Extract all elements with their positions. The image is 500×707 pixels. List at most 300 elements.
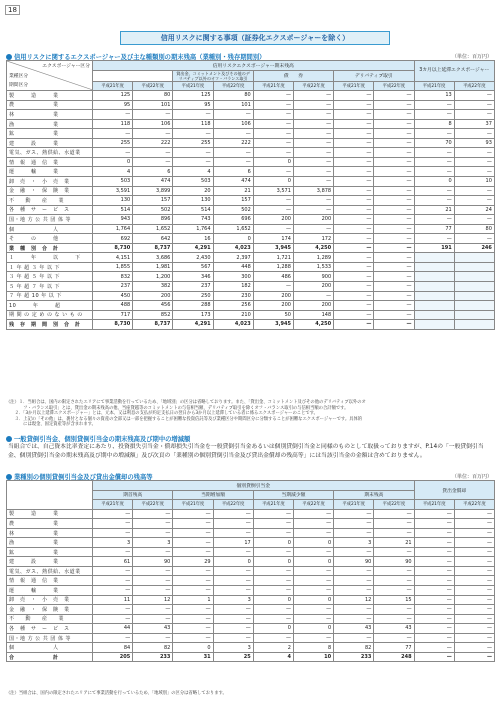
table-cell: —	[213, 110, 253, 120]
row-label: ７ 年 超 10 年 以 下	[7, 291, 93, 301]
table-cell: —	[93, 586, 133, 596]
page-banner-title: 信用リスクに関する事項（証券化エクスポージャーを除く）	[120, 31, 390, 45]
table-cell: —	[374, 177, 414, 187]
row-label: 電気、ガス、熱供給、水道業	[7, 148, 93, 158]
table-row	[7, 528, 495, 538]
table-cell: —	[374, 547, 414, 557]
table-row	[7, 234, 495, 244]
table-row	[7, 509, 495, 519]
table-cell: —	[374, 138, 414, 148]
table-cell: —	[173, 614, 213, 624]
table-cell: —	[213, 148, 253, 158]
table-cell: 248	[374, 652, 414, 662]
table-cell: —	[334, 566, 374, 576]
header-loans: 貸出金、コミットメント及びその他のデリバティブ以外のオフ・バランス取引	[173, 70, 253, 81]
table-cell: 205	[93, 652, 133, 662]
note-line: ２．「3か月以上延滞エクスポージャー」とは、元本、又は利息の支払が約定支払日の翌日から3か月以上延滞している者に係るエクスポージャーのことです。	[6, 411, 318, 417]
row-label: 運 輸 業	[7, 586, 93, 596]
table-cell: —	[133, 509, 173, 519]
section2-heading-text: 一般貸倒引当金、個別貸倒引当金の期末残高及び期中の増減額	[14, 436, 191, 443]
table-cell: 101	[133, 100, 173, 110]
table-row	[7, 119, 495, 129]
table-cell: 90	[374, 557, 414, 567]
table-cell: 200	[133, 291, 173, 301]
table-cell: 8,737	[133, 320, 173, 330]
table-cell: 148	[293, 310, 333, 320]
table-cell: 8	[293, 643, 333, 653]
table-cell: 1,721	[253, 253, 293, 263]
table-cell: —	[293, 509, 333, 519]
table-row	[7, 272, 495, 282]
table-cell: —	[213, 528, 253, 538]
table-cell: —	[454, 643, 494, 653]
table-cell: 200	[293, 301, 333, 311]
table-cell: 3,899	[133, 186, 173, 196]
table-row	[7, 262, 495, 272]
table-cell: —	[253, 282, 293, 292]
row-label: 国・地 方 公 共 団 体 等	[7, 633, 93, 643]
table-cell: —	[173, 519, 213, 529]
table-cell: —	[334, 138, 374, 148]
table-cell: 237	[173, 282, 213, 292]
table-cell: —	[334, 129, 374, 139]
table-cell: —	[173, 633, 213, 643]
section3-note: （注）当組合は、国内の限定されたエリアにて事業活動を行っているため、「地域別」の区分は省略しております。	[6, 691, 227, 696]
row-label: 運 輸 業	[7, 167, 93, 177]
table-cell: 1,652	[133, 224, 173, 234]
bullet-icon	[6, 436, 12, 442]
table-cell: 474	[133, 177, 173, 187]
table-cell: —	[454, 215, 494, 225]
table-cell: —	[253, 91, 293, 101]
row-label: 製 造 業	[7, 509, 93, 519]
table-cell	[454, 253, 494, 263]
note-line: ３．上記の「その他」は、裏付となる個々の資産の全部又は一部を把握することが困難な投資信託等及び業種区分や期間区分に分類することが困難なエクスポージャーです。具体的	[6, 416, 363, 422]
row-label: 卸 売 ・ 小 売 業	[7, 595, 93, 605]
header-overdue: 3カ月以上延滞エクスポージャー	[414, 61, 494, 82]
table-row	[7, 605, 495, 615]
table-cell: —	[293, 633, 333, 643]
table-row	[7, 91, 495, 101]
table-cell: 1,855	[93, 262, 133, 272]
table-cell: —	[293, 566, 333, 576]
table-cell: —	[374, 291, 414, 301]
table-cell: —	[173, 566, 213, 576]
table-cell: 17	[213, 538, 253, 548]
table-row	[7, 624, 495, 634]
table-cell: —	[334, 186, 374, 196]
table-cell: —	[293, 100, 333, 110]
table-cell: —	[374, 157, 414, 167]
table-cell: 943	[93, 215, 133, 225]
corner-period-label: 期間区分	[9, 83, 29, 88]
exposure-table	[6, 60, 495, 330]
table-cell: 0	[253, 624, 293, 634]
row-label: 林 業	[7, 110, 93, 120]
header-increase: 当期増加額	[173, 490, 253, 500]
table-cell	[414, 253, 454, 263]
table-cell: 448	[213, 262, 253, 272]
table-row	[7, 205, 495, 215]
table-cell: 1,764	[93, 224, 133, 234]
table-cell	[414, 301, 454, 311]
row-label: 各 種 サ ー ビ ス	[7, 205, 93, 215]
year-header: 平成22年度	[374, 500, 414, 510]
table-cell: 456	[133, 301, 173, 311]
table-cell: —	[374, 224, 414, 234]
table-cell: 20	[173, 186, 213, 196]
table-cell: —	[374, 100, 414, 110]
corner-industry-label: 業種区分	[9, 74, 29, 79]
table-cell: 6	[213, 167, 253, 177]
table-cell: 0	[253, 595, 293, 605]
table-cell: 80	[454, 224, 494, 234]
row-label: 不 動 産 業	[7, 196, 93, 206]
table-row	[7, 643, 495, 653]
table-cell: —	[374, 528, 414, 538]
table-row	[7, 157, 495, 167]
table-cell: 256	[213, 301, 253, 311]
table-row	[7, 595, 495, 605]
table-cell: —	[293, 614, 333, 624]
table-cell: —	[414, 624, 454, 634]
table-cell: —	[334, 110, 374, 120]
table-cell: 717	[93, 310, 133, 320]
table-row	[7, 243, 495, 253]
table-cell: 80	[133, 91, 173, 101]
table-cell: —	[173, 605, 213, 615]
allowance-corner	[7, 481, 93, 510]
table-cell: —	[133, 586, 173, 596]
table-cell: 43	[133, 624, 173, 634]
table-cell: —	[414, 129, 454, 139]
table-cell: 230	[213, 291, 253, 301]
table-cell: —	[93, 605, 133, 615]
table-cell: —	[334, 605, 374, 615]
row-label: 鉱 業	[7, 547, 93, 557]
table-cell: —	[253, 224, 293, 234]
table-cell: —	[374, 320, 414, 330]
row-label: １ 年 超 ３ 年 以 下	[7, 262, 93, 272]
table-cell	[414, 310, 454, 320]
table-cell: —	[374, 509, 414, 519]
table-cell: —	[454, 586, 494, 596]
table-cell: —	[414, 186, 454, 196]
row-label: 情 報 通 信 業	[7, 157, 93, 167]
table-cell: 125	[93, 91, 133, 101]
table-cell: 12	[133, 595, 173, 605]
table-cell: 43	[374, 624, 414, 634]
table-cell: 82	[334, 643, 374, 653]
table-cell	[454, 272, 494, 282]
table-cell: —	[334, 272, 374, 282]
table-cell: 503	[93, 177, 133, 187]
table-row	[7, 138, 495, 148]
table-cell	[414, 262, 454, 272]
table-cell: 502	[133, 205, 173, 215]
table-cell: —	[293, 129, 333, 139]
page-number: 18	[5, 5, 20, 15]
table-cell: —	[374, 215, 414, 225]
table-cell: —	[414, 538, 454, 548]
table-cell: —	[414, 234, 454, 244]
year-header: 平成22年度	[213, 81, 253, 91]
table-cell: —	[334, 243, 374, 253]
table-cell: —	[293, 224, 333, 234]
table-cell: —	[414, 547, 454, 557]
table-cell: 77	[374, 643, 414, 653]
table-cell: —	[293, 148, 333, 158]
table-cell: 50	[253, 310, 293, 320]
table-cell: —	[93, 110, 133, 120]
table-cell: —	[374, 576, 414, 586]
table-cell: 8,730	[93, 243, 133, 253]
table-cell: —	[454, 652, 494, 662]
table-cell: 3,686	[133, 253, 173, 263]
table-row	[7, 652, 495, 662]
table-cell: 692	[93, 234, 133, 244]
year-header: 平成22年度	[133, 500, 173, 510]
year-header: 平成22年度	[293, 500, 333, 510]
table-cell: —	[334, 148, 374, 158]
table-cell: —	[414, 528, 454, 538]
table-cell	[454, 262, 494, 272]
table-row	[7, 576, 495, 586]
table-cell: —	[253, 129, 293, 139]
table-cell: 3	[93, 538, 133, 548]
table-cell: 12	[334, 595, 374, 605]
table-cell: 567	[173, 262, 213, 272]
table-row	[7, 215, 495, 225]
table-cell: 31	[173, 652, 213, 662]
table-cell: 6	[133, 167, 173, 177]
table-cell: 382	[133, 282, 173, 292]
table-cell: 80	[213, 91, 253, 101]
table-cell: —	[374, 129, 414, 139]
table-cell: 696	[213, 215, 253, 225]
table-cell: 191	[414, 243, 454, 253]
table-cell: —	[133, 110, 173, 120]
table-cell: —	[93, 633, 133, 643]
table-cell: —	[133, 633, 173, 643]
table-cell: 25	[213, 652, 253, 662]
table-cell: —	[374, 301, 414, 311]
table-cell: —	[374, 586, 414, 596]
table-cell: 93	[454, 138, 494, 148]
table-cell: —	[334, 224, 374, 234]
table-cell: —	[454, 576, 494, 586]
table-cell: 246	[454, 243, 494, 253]
table-cell: —	[414, 576, 454, 586]
year-header: 平成21年度	[93, 81, 133, 91]
table-cell: —	[253, 547, 293, 557]
table-cell: —	[374, 196, 414, 206]
table-cell: —	[173, 148, 213, 158]
table-cell: —	[414, 100, 454, 110]
table-cell: 3	[213, 643, 253, 653]
year-header: 平成22年度	[133, 81, 173, 91]
table-cell: —	[293, 119, 333, 129]
table-cell: —	[414, 643, 454, 653]
table-cell: —	[374, 186, 414, 196]
table-cell: —	[414, 595, 454, 605]
table-cell: —	[133, 528, 173, 538]
table-cell: 514	[173, 205, 213, 215]
year-header: 平成21年度	[253, 81, 293, 91]
bullet-icon	[6, 54, 12, 60]
table-cell: 4,291	[173, 243, 213, 253]
table-cell: 1,652	[213, 224, 253, 234]
table-cell: 1,533	[293, 262, 333, 272]
table-cell: —	[253, 509, 293, 519]
table-cell: —	[454, 110, 494, 120]
table-cell: —	[93, 566, 133, 576]
table-cell: 3	[334, 538, 374, 548]
table-cell: 15	[374, 595, 414, 605]
table-cell: —	[454, 557, 494, 567]
table-cell: —	[293, 605, 333, 615]
table-row	[7, 110, 495, 120]
table-cell: 77	[414, 224, 454, 234]
table-cell: 157	[213, 196, 253, 206]
table-cell: —	[374, 91, 414, 101]
table-cell	[414, 272, 454, 282]
table-cell: 1,764	[173, 224, 213, 234]
year-header: 平成22年度	[213, 500, 253, 510]
table-cell: 95	[173, 100, 213, 110]
table-cell: —	[334, 519, 374, 529]
row-label: 漁 業	[7, 119, 93, 129]
table-cell: 250	[173, 291, 213, 301]
table-cell: —	[414, 557, 454, 567]
table-cell: —	[374, 282, 414, 292]
table-cell: —	[414, 652, 454, 662]
table-cell: —	[334, 234, 374, 244]
table-cell: 4	[93, 167, 133, 177]
year-header: 平成22年度	[454, 500, 494, 510]
table-cell: 61	[93, 557, 133, 567]
table-cell: —	[93, 509, 133, 519]
table-cell: —	[293, 157, 333, 167]
table-cell: —	[213, 547, 253, 557]
table-cell: —	[133, 129, 173, 139]
table-cell: —	[173, 576, 213, 586]
table-cell: —	[454, 595, 494, 605]
table-cell: 21	[414, 205, 454, 215]
table-cell: —	[293, 586, 333, 596]
allowance-table	[6, 480, 495, 662]
table-cell: —	[414, 148, 454, 158]
section3-heading-text: 業種別の個別貸倒引当金及び貸出金償却の残高等	[14, 474, 153, 481]
table-cell: —	[334, 509, 374, 519]
table-cell	[414, 282, 454, 292]
table-row	[7, 547, 495, 557]
table-cell: 84	[93, 643, 133, 653]
table-cell: —	[374, 519, 414, 529]
table-cell: —	[133, 566, 173, 576]
table-cell: 118	[173, 119, 213, 129]
table-cell: 4	[253, 652, 293, 662]
table-cell: 16	[173, 234, 213, 244]
table-cell: 106	[213, 119, 253, 129]
table-row	[7, 282, 495, 292]
note-line: フ・バランス取引」とは、貸出金の期末残高の他、当座貸越等のコミットメントの与信相当額、デリバティブ取引を除くオフ・バランス取引の与信相当額の合計額です。	[6, 405, 349, 411]
table-cell: —	[133, 576, 173, 586]
table-cell: —	[253, 148, 293, 158]
table-cell: —	[213, 586, 253, 596]
section3-unit: （単位：百万円）	[451, 474, 492, 480]
table-cell: 90	[334, 557, 374, 567]
table-cell: 3,591	[93, 186, 133, 196]
table-cell: 200	[253, 215, 293, 225]
row-label: 合 計	[7, 652, 93, 662]
table-cell: —	[173, 129, 213, 139]
row-label: 林 業	[7, 528, 93, 538]
table-cell: 200	[253, 291, 293, 301]
table-cell: —	[173, 157, 213, 167]
table-cell: —	[93, 129, 133, 139]
table-cell: 0	[253, 557, 293, 567]
table-cell: 157	[133, 196, 173, 206]
row-label: そ の 他	[7, 234, 93, 244]
table-cell: —	[454, 129, 494, 139]
table-cell: 174	[253, 234, 293, 244]
table-cell: —	[133, 148, 173, 158]
table-cell: —	[454, 196, 494, 206]
section1-notes	[6, 400, 494, 428]
table-cell: —	[454, 167, 494, 177]
table-cell: —	[293, 576, 333, 586]
table-cell: 0	[293, 624, 333, 634]
table-cell: 474	[213, 177, 253, 187]
table-cell: —	[454, 566, 494, 576]
table-cell: —	[334, 291, 374, 301]
table-cell: —	[93, 519, 133, 529]
header-total-blank	[93, 70, 173, 81]
table-cell: 2	[253, 643, 293, 653]
table-row	[7, 614, 495, 624]
table-row	[7, 177, 495, 187]
table-cell: 29	[173, 557, 213, 567]
table-cell: —	[414, 167, 454, 177]
table-cell: 13	[414, 91, 454, 101]
row-label: 漁 業	[7, 538, 93, 548]
table-cell: 43	[334, 624, 374, 634]
table-cell: 90	[133, 557, 173, 567]
table-row	[7, 310, 495, 320]
row-label: 情 報 通 信 業	[7, 576, 93, 586]
table-cell: —	[293, 138, 333, 148]
table-cell: —	[173, 110, 213, 120]
year-header: 平成22年度	[454, 81, 494, 91]
table-cell: 4	[173, 167, 213, 177]
year-header: 平成21年度	[334, 81, 374, 91]
row-label: 鉱 業	[7, 129, 93, 139]
table-cell: —	[253, 633, 293, 643]
table-cell: 101	[213, 100, 253, 110]
table-cell: 832	[93, 272, 133, 282]
row-label: 残 存 期 間 別 合 計	[7, 320, 93, 330]
table-cell: 237	[93, 282, 133, 292]
table-row	[7, 167, 495, 177]
table-cell: 172	[293, 234, 333, 244]
row-label: 金 融 ・ 保 険 業	[7, 186, 93, 196]
table-cell: —	[454, 633, 494, 643]
table-cell: —	[213, 576, 253, 586]
table-cell: —	[334, 100, 374, 110]
table-cell: —	[374, 614, 414, 624]
table-cell: 233	[133, 652, 173, 662]
